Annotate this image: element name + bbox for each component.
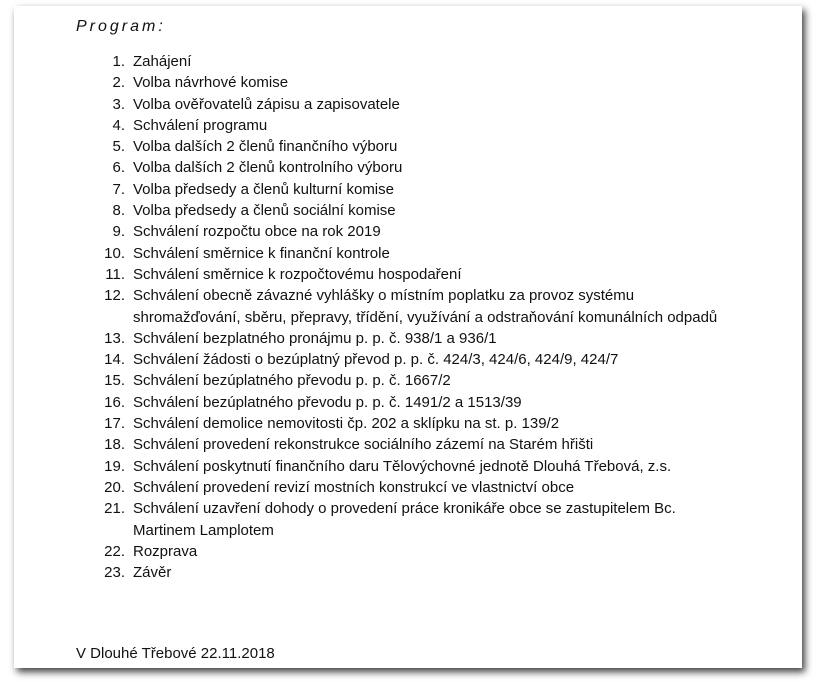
agenda-item bbox=[84, 541, 724, 562]
agenda-item bbox=[84, 434, 724, 455]
agenda-item-text: Volba ověřovatelů zápisu a zapisovatele bbox=[133, 95, 400, 113]
agenda-item-text: Volba dalších 2 členů finančního výboru bbox=[133, 138, 398, 156]
agenda-item-text: Schválení žádosti o bezúplatný převod p. p. č. 424/3, 424/6, 424/9, 424/7 bbox=[133, 351, 619, 369]
agenda-item bbox=[84, 328, 724, 349]
agenda-item bbox=[84, 94, 724, 115]
agenda-item-text: Schválení obecně závazné vyhlášky o místním poplatku za provoz systému shromažďování, sběru, přepravy, třídění, využívání a odstraňování komunálních odpadů bbox=[133, 287, 718, 326]
agenda-item-number: 18. bbox=[104, 436, 125, 454]
agenda-item-number: 5. bbox=[112, 138, 125, 156]
agenda-item-text: Volba předsedy a členů kulturní komise bbox=[133, 180, 394, 198]
agenda-item-text: Schválení provedení rekonstrukce sociálního zázemí na Starém hřišti bbox=[133, 436, 594, 454]
agenda-item bbox=[84, 456, 724, 477]
agenda-item bbox=[84, 51, 724, 72]
agenda-item-text: Zahájení bbox=[133, 53, 192, 70]
agenda-item-text: Volba předsedy a členů sociální komise bbox=[133, 202, 396, 220]
agenda-item-number: 8. bbox=[112, 202, 125, 220]
program-heading: Program: bbox=[76, 18, 166, 35]
document-page bbox=[14, 6, 802, 668]
agenda-item-number: 11. bbox=[105, 265, 125, 283]
agenda-item-text: Závěr bbox=[133, 564, 172, 582]
agenda-item bbox=[84, 115, 724, 136]
agenda-item bbox=[84, 72, 724, 93]
agenda-item bbox=[84, 477, 724, 498]
agenda-item-text: Volba dalších 2 členů kontrolního výboru bbox=[133, 159, 403, 177]
agenda-list bbox=[84, 51, 724, 583]
agenda-item-number: 17. bbox=[104, 415, 125, 433]
agenda-item-number: 6. bbox=[112, 159, 125, 177]
agenda-item bbox=[84, 179, 724, 200]
agenda-item bbox=[84, 200, 724, 221]
agenda-item bbox=[84, 413, 724, 434]
agenda-item-text: Schválení programu bbox=[133, 116, 268, 134]
agenda-item bbox=[84, 243, 724, 264]
agenda-item bbox=[84, 264, 724, 285]
agenda-item bbox=[84, 562, 724, 583]
agenda-item-number: 12. bbox=[104, 287, 125, 305]
agenda-item-text: Schválení směrnice k rozpočtovému hospodaření bbox=[133, 265, 462, 283]
agenda-item-text: Volba návrhové komise bbox=[133, 74, 289, 92]
agenda-item-number: 13. bbox=[104, 329, 125, 347]
agenda-item-number: 2. bbox=[112, 74, 125, 92]
agenda-item-text: Schválení bezúplatného převodu p. p. č. 1667/2 bbox=[133, 372, 451, 390]
agenda-item-number: 20. bbox=[104, 478, 125, 496]
agenda-item bbox=[84, 392, 724, 413]
place-and-date: V Dlouhé Třebové 22.11.2018 bbox=[76, 645, 275, 662]
agenda-item bbox=[84, 157, 724, 178]
agenda-item-number: 15. bbox=[104, 372, 125, 390]
agenda-item-number: 21. bbox=[104, 500, 125, 518]
agenda-item-number: 3. bbox=[112, 95, 125, 113]
agenda-item-number: 10. bbox=[104, 244, 125, 262]
agenda-item-text: Schválení bezplatného pronájmu p. p. č. 938/1 a 936/1 bbox=[133, 329, 497, 347]
agenda-item-number: 22. bbox=[104, 542, 125, 560]
agenda-item-number: 16. bbox=[104, 393, 125, 411]
agenda-item-number: 9. bbox=[112, 223, 125, 241]
agenda-item bbox=[84, 349, 724, 370]
agenda-item bbox=[84, 221, 724, 242]
agenda-item-text: Schválení bezúplatného převodu p. p. č. 1491/2 a 1513/39 bbox=[133, 393, 522, 411]
agenda-item-number: 7. bbox=[112, 180, 125, 198]
agenda-item-number: 1. bbox=[112, 53, 125, 70]
agenda-item-number: 19. bbox=[104, 457, 125, 475]
agenda-item-number: 14. bbox=[104, 351, 125, 369]
agenda-item-text: Schválení provedení revizí mostních konstrukcí ve vlastnictví obce bbox=[133, 478, 575, 496]
agenda-item-number: 4. bbox=[112, 116, 125, 134]
agenda-item bbox=[84, 498, 724, 541]
agenda-item-number: 23. bbox=[104, 564, 125, 582]
agenda-item bbox=[84, 285, 724, 328]
agenda-item-text: Schválení směrnice k finanční kontrole bbox=[133, 244, 390, 262]
agenda-item-text: Schválení rozpočtu obce na rok 2019 bbox=[133, 223, 381, 241]
agenda-item-text: Schválení uzavření dohody o provedení práce kronikáře obce se zastupitelem Bc. Martinem Lamplotem bbox=[133, 500, 676, 539]
agenda-item-text: Schválení demolice nemovitosti čp. 202 a sklípku na st. p. 139/2 bbox=[133, 415, 560, 433]
agenda-item bbox=[84, 370, 724, 391]
agenda-item-text: Schválení poskytnutí finančního daru Tělovýchovné jednotě Dlouhá Třebová, z.s. bbox=[133, 457, 672, 475]
agenda-item bbox=[84, 136, 724, 157]
agenda-item-text: Rozprava bbox=[133, 542, 198, 560]
